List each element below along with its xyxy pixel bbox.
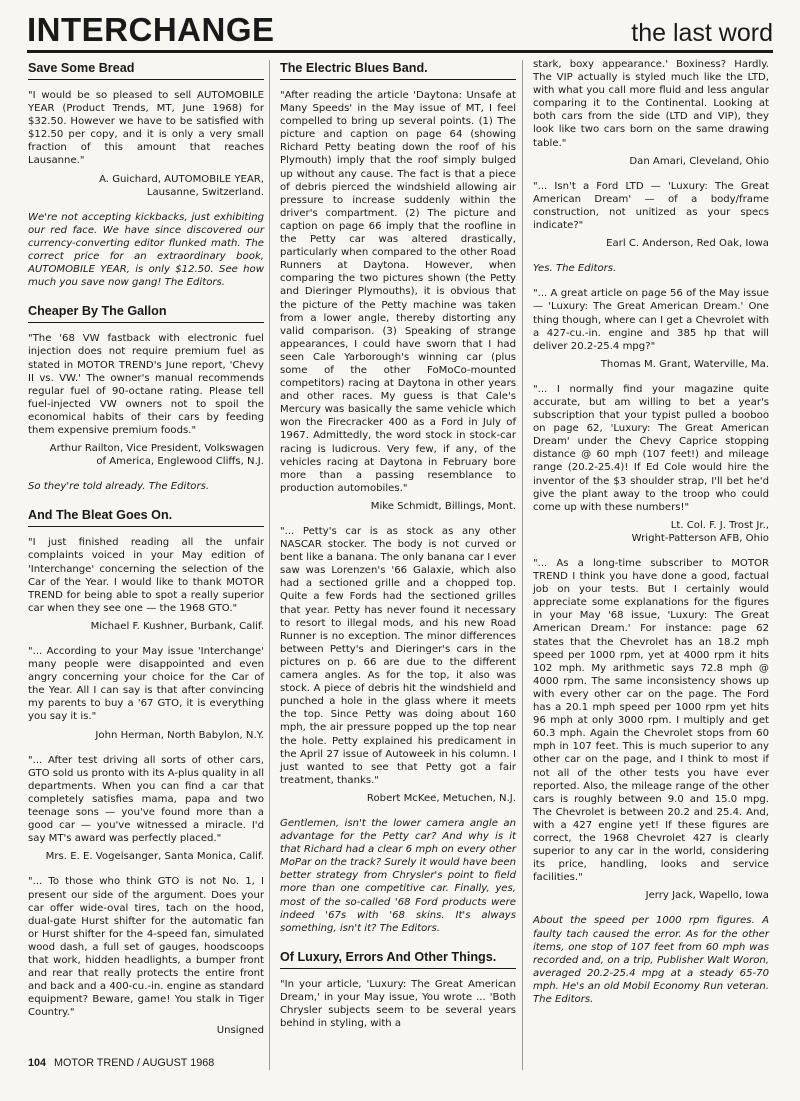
editor-reply: Gentlemen, isn't the lower camera angle an advantage for the Petty car? And why is it that Richard had a clear 6 mph on every other MoPar on the track? Surely it would have been better strategy from Chrysler's point to field more than one competitive car. Finally, yes, most of the so-called '68 Ford products were indeed '67s with '68 skins. It's always something, isn't it? The Editors. <box>280 817 516 934</box>
letter-text: "I would be so pleased to sell AUTOMOBILE YEAR (Product Trends, MT, June 1968) for $32.50. However we have to be satisfied with $12.50 per copy, and it is only a very small fraction of this amount that reaches Lausanne." <box>28 90 264 167</box>
letter-signature: of America, Englewood Cliffs, N.J. <box>96 456 264 468</box>
column-3 <box>533 58 769 1018</box>
letter-text: "... According to your May issue 'Interchange' many people were disappointed and even angry concerning your choice for the Car of the Year. All I can say is that after convincing my parents to buy a '67 GTO, it is everything you say it is." <box>28 646 264 723</box>
letter-signature: Mrs. E. E. Vogelsanger, Santa Monica, Calif. <box>45 851 264 863</box>
letter-signature: Unsigned <box>216 1025 264 1037</box>
section-title: INTERCHANGE <box>27 11 275 48</box>
editor-reply: So they're told already. The Editors. <box>28 481 210 493</box>
letter-text: "I just finished reading all the unfair complaints voiced in your May edition of 'Interchange' concerning the selection of the Car of the Year. I would like to thank MOTOR TREND for being able to spot a really superior car when they see one — the 1968 GTO." <box>28 537 264 614</box>
editor-reply: We're not accepting kickbacks, just exhibiting our red face. We have since discovered our currency-converting editor flunked math. The correct price for an extraordinary book, AUTOMOBILE YEAR, is only $12.50. See how much you save now gang! The Editors. <box>28 211 264 289</box>
page-number: 104 <box>28 1057 47 1069</box>
column-divider <box>522 60 523 1070</box>
letter-text: "... To those who think GTO is not No. 1, I present our side of the argument. Does your car offer wide-oval tires, tach on the hood, dual-gate Hurst shifter for the automatic fan or Hurst shifter for the 4-speed fan, simulated wood dash, a full set of gauges, hoodscoops that work, hidden headlights, a bumper front and rear that really protects the entire front and back and a 400-cu.-in. engine as standard equipment? Beware, game! You stalk in Tiger Country." <box>28 876 264 1019</box>
letter-heading: Cheaper By The Gallon <box>28 303 264 323</box>
editor-reply: Yes. The Editors. <box>533 263 617 275</box>
letter-text: "After reading the article 'Daytona: Unsafe at Many Speeds' in the May issue of MT, I feel compelled to bring up several points. (1) The picture and caption on page 64 (showing Richard Petty beating down the roof of his Plymouth) imply that the roof simply bulged up without any cause. The fact is that a piece of debris pierced the windshield allowing air pressure to increase suddenly within the driver's compartment. (2) The picture and caption on page 66 imply that the roofline in the Petty car was altered drastically, particularly when compared to the other Road Runners at Daytona. However, when comparing the two pictures shown (the Petty and Dieringer Plymouths), it is obvious that the picture of the Petty machine was taken from a lower angle, thereby distorting any valid comparison. (3) Speaking of strange appearances, I could have sworn that I had seen Cale Yarborough's winning car (plus some of the other FoMoCo-mounted competitors) racing at Daytona in other years and other races. My guess is that Cale's Mercury was basically the same vehicle which won the Firecracker 400 as a Ford in July of 1967. Admittedly, the word stock in stock-car racing is ludicrous. Very few, if any, of the vehicles racing at Daytona in February bore more than a passing resemblance to production automobiles." <box>280 90 516 494</box>
column-2 <box>280 60 516 1035</box>
letter-text: "... Petty's car is as stock as any other NASCAR stocker. The body is not curved or bent like a banana. The only banana car I ever saw was Lorenzen's '66 Galaxie, which also had a sectioned grille and a chopped top. Quite a few Fords had the sectioned grilles that year. Petty has never found it necessary to resort to illegal mods, and his new Road Runner is no exception. The minor differences between Petty's and Dieringer's cars in the pictures on p. 66 are due to the different camera angles. As for the top, it also was stock. A piece of debris hit the windshield and punched a hole in the glass where it meets the top. Since Petty was doing about 160 mph, the air pressure popped up the top near the hole. Petty explained his predicament in the April 27 issue of Autoweek in his column. I just wanted to see that Petty got a fair treatment, thanks." <box>280 526 516 786</box>
page-header <box>27 10 773 53</box>
letter-heading: Of Luxury, Errors And Other Things. <box>280 949 516 969</box>
letter-signature: Dan Amari, Cleveland, Ohio <box>629 155 769 167</box>
letter-text: "In your article, 'Luxury: The Great American Dream,' in your May issue, You wrote ... 'Both Chrysler subjects seem to be several years behind in styling, with a <box>280 978 516 1030</box>
letter-text: "... I normally find your magazine quite accurate, but am willing to bet a year's subscription that your typist pulled a booboo on page 62, 'Luxury: The Great American Dream' under the Chevy Caprice stopping distance @ 60 mph (107 feet!) and mileage range (20.2-25.4)! If Ed Cole would hire the inventor of the $3 shoulder strap, I'll bet he'd give the plant away to the troop who could come up with these numbers!" <box>533 383 769 513</box>
letter-text: "... Isn't a Ford LTD — 'Luxury: The Great American Dream' — of a body/frame construction, not unitized as your specs indicate?" <box>533 180 769 232</box>
letter-signature: Mike Schmidt, Billings, Mont. <box>370 500 516 512</box>
letter-signature: Lausanne, Switzerland. <box>146 186 264 198</box>
letter-signature: A. Guichard, AUTOMOBILE YEAR, <box>99 173 264 185</box>
letter-signature: Arthur Railton, Vice President, Volkswagen <box>49 443 264 455</box>
magazine-issue: MOTOR TREND / AUGUST 1968 <box>54 1057 215 1069</box>
letter-heading: And The Bleat Goes On. <box>28 507 264 527</box>
letter-signature: Wright-Patterson AFB, Ohio <box>631 532 769 544</box>
letter-text: "The '68 VW fastback with electronic fuel injection does not require premium fuel as stated in MOTOR TREND's June report, 'Chevy II vs. VW.' The owner's manual recommends regular fuel of 90-octane rating. Please tell fuel-injected VW owners not to spoil the economical habits of their cars by feeding them expensive premium foods." <box>28 333 264 436</box>
letter-signature: Robert McKee, Metuchen, N.J. <box>366 792 516 804</box>
letter-signature: John Herman, North Babylon, N.Y. <box>95 729 264 741</box>
letter-signature: Earl C. Anderson, Red Oak, Iowa <box>606 238 769 250</box>
letter-signature: Lt. Col. F. J. Trost Jr., <box>670 519 769 531</box>
column-divider <box>269 60 270 1070</box>
letter-heading: The Electric Blues Band. <box>280 60 516 80</box>
page-footer <box>28 1057 214 1069</box>
letter-text: stark, boxy appearance.' Boxiness? Hardly. The VIP actually is styled much like the LTD, with what you call more fluid and less angular comparing it to the Continental. Looking at both cars from the side (LTD and VIP), they look like two cars born on the same drawing table." <box>533 59 769 149</box>
letter-heading: Save Some Bread <box>28 60 264 80</box>
letter-signature: Jerry Jack, Wapello, Iowa <box>645 890 769 902</box>
letter-text: "... A great article on page 56 of the May issue — 'Luxury: The Great American Dream.' One thing though, where can I get a Chevrolet with a 427-cu.-in. engine and 385 hp that will deliver 20.2-25.4 mpg?" <box>533 288 769 352</box>
column-1 <box>28 60 264 1050</box>
editor-reply: About the speed per 1000 rpm figures. A faulty tach caused the error. As for the other items, one stop of 107 feet from 60 mph was recorded and, on a trip, Publisher Walt Woron, averaged 20.2-25.4 mpg at a steady 65-70 mph. He's an old Mobil Economy Run veteran. The Editors. <box>533 915 769 1005</box>
letter-text: "... As a long-time subscriber to MOTOR TREND I think you have done a good, factual job on your tests. But I certainly would appreciate some explanations for the figures in your May '68 issue, 'Luxury: The Great American Dream.' For instance: page 62 states that the Chevrolet has an 18.2 mph speed per 1000 rpm, yet at 4000 rpm it hits 102 mph. My arithmetic says 72.8 mph @ 4000 rpm. The same inconsistency shows up with every other car on the page. The Ford has a 20.1 mph speed per 1000 rpm yet hits 96 mph at only 3000 rpm. I multiply and get 60.3 mph. Again the Chevrolet stops from 60 mph in 107 feet. This is much superior to any other car on the page, and I think to most if not all of the other tests you have ever reported. Also, the mileage range of the other cars is roughly between 9.0 and 15.0 mpg. The Chevrolet is between 20.2 and 25.4. And, with a 427 engine yet! If these figures are correct, the 1968 Chevrolet 427 is clearly superior to any car in the world, considering its price, handling, looks and service facilities." <box>533 558 769 884</box>
letter-signature: Thomas M. Grant, Waterville, Ma. <box>600 358 769 370</box>
section-subtitle: the last word <box>631 19 773 47</box>
letter-signature: Michael F. Kushner, Burbank, Calif. <box>90 620 264 632</box>
letter-text: "... After test driving all sorts of other cars, GTO sold us pronto with its A-plus quality in all departments. When you can find a car that completely satisfies mama, papa and two teenage sons — you've found more than a good car — you've witnessed a miracle. I'd say MT's award was perfectly placed." <box>28 754 264 845</box>
